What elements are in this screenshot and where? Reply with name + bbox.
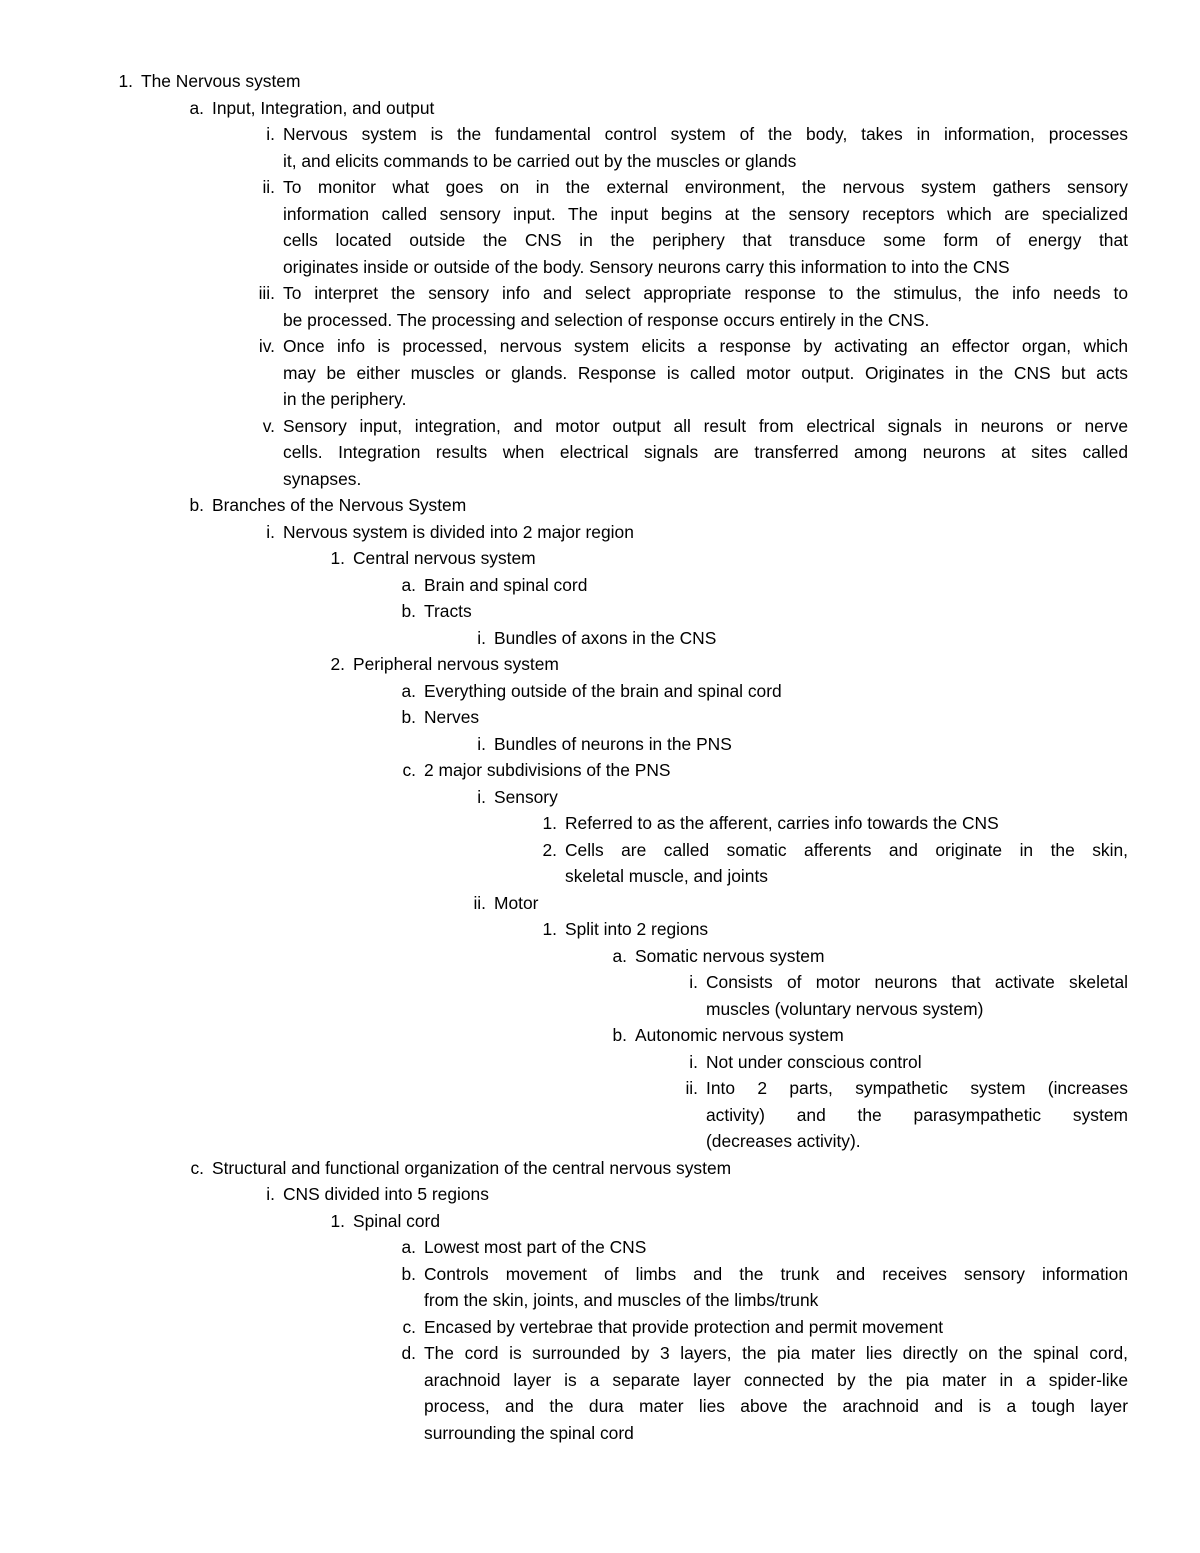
outline-line — [0, 492, 1200, 519]
outline-line — [0, 810, 1200, 837]
outline-line — [0, 1420, 1200, 1447]
outline-line — [0, 678, 1200, 705]
list-marker: v. — [262, 415, 275, 436]
list-marker: b. — [401, 601, 416, 621]
list-marker: 2. — [330, 654, 345, 674]
outline-text: in the periphery. — [283, 389, 407, 409]
outline-text: Input, Integration, and output — [212, 97, 435, 118]
outline-text: Referred to as the afferent, carries info towards the CNS — [565, 813, 999, 833]
outline-line — [0, 598, 1200, 625]
outline-text: To interpret the sensory info and select appropriate response to the stimulus, the info needs to — [283, 283, 1128, 303]
list-marker: c. — [402, 760, 416, 780]
outline-line — [0, 863, 1200, 890]
outline-text: Nervous system is the fundamental control system of the body, takes in information, processes — [283, 124, 1128, 144]
outline-text: 2 major subdivisions of the PNS — [424, 760, 671, 780]
document-page — [0, 68, 1200, 1446]
list-marker: c. — [402, 1316, 416, 1337]
outline-text: Not under conscious control — [706, 1051, 922, 1072]
list-marker: i. — [266, 1184, 275, 1204]
outline-text: (decreases activity). — [706, 1131, 861, 1151]
outline-line — [0, 651, 1200, 678]
outline-line — [0, 1261, 1200, 1288]
outline-line — [0, 704, 1200, 731]
outline-line — [0, 784, 1200, 811]
list-marker: b. — [401, 1263, 416, 1284]
outline-text: Cells are called somatic afferents and originate in the skin, — [565, 839, 1128, 860]
list-marker: i. — [477, 733, 486, 754]
outline-line — [0, 1340, 1200, 1367]
list-marker: b. — [189, 495, 204, 515]
list-marker: iii. — [258, 283, 275, 303]
outline-line — [0, 1022, 1200, 1049]
list-marker: 1. — [542, 813, 557, 833]
outline-line — [0, 174, 1200, 201]
outline-line — [0, 439, 1200, 466]
outline-line — [0, 121, 1200, 148]
outline-text: Split into 2 regions — [565, 919, 709, 939]
outline-line — [0, 1102, 1200, 1129]
list-marker: a. — [401, 574, 416, 595]
list-marker: ii. — [685, 1078, 698, 1098]
outline-text: originates inside or outside of the body. Sensory neurons carry this information to into the CNS — [283, 256, 1010, 277]
list-marker: i. — [689, 972, 698, 992]
outline-line — [0, 1181, 1200, 1208]
list-marker: 1. — [118, 71, 133, 91]
list-marker: i. — [266, 124, 275, 144]
outline-line — [0, 413, 1200, 440]
outline-text: information called sensory input. The input begins at the sensory receptors which are specialized — [283, 203, 1128, 224]
outline-text: The cord is surrounded by 3 layers, the pia mater lies directly on the spinal cord, — [424, 1343, 1128, 1363]
outline-text: cells located outside the CNS in the periphery that transduce some form of energy that — [283, 230, 1128, 250]
outline-text: To monitor what goes on in the external environment, the nervous system gathers sensory — [283, 177, 1128, 197]
outline-line — [0, 148, 1200, 175]
list-marker: i. — [477, 786, 486, 807]
list-marker: i. — [477, 627, 486, 648]
outline-line — [0, 757, 1200, 784]
outline-line — [0, 1155, 1200, 1182]
outline-line — [0, 572, 1200, 599]
outline-text: Encased by vertebrae that provide protection and permit movement — [424, 1316, 944, 1337]
outline-line — [0, 227, 1200, 254]
outline-text: muscles (voluntary nervous system) — [706, 998, 984, 1019]
outline-line — [0, 333, 1200, 360]
outline-line — [0, 996, 1200, 1023]
outline-text: surrounding the spinal cord — [424, 1422, 634, 1443]
outline-line — [0, 1049, 1200, 1076]
outline-text: arachnoid layer is a separate layer connected by the pia mater in a spider-like — [424, 1369, 1128, 1390]
list-marker: c. — [190, 1157, 204, 1178]
outline-text: synapses. — [283, 468, 362, 489]
outline-text: Central nervous system — [353, 548, 536, 568]
list-marker: a. — [401, 680, 416, 701]
outline-line — [0, 519, 1200, 546]
outline-text: it, and elicits commands to be carried out by the muscles or glands — [283, 150, 797, 171]
outline-text: may be either muscles or glands. Response is called motor output. Originates in the CNS but acts — [283, 362, 1128, 383]
outline-line — [0, 731, 1200, 758]
outline-line — [0, 625, 1200, 652]
outline-line — [0, 280, 1200, 307]
outline-text: cells. Integration results when electrical signals are transferred among neurons at sites called — [283, 442, 1128, 462]
outline-line — [0, 1128, 1200, 1155]
outline-line — [0, 1314, 1200, 1341]
outline-text: The Nervous system — [141, 71, 301, 91]
outline-text: Nervous system is divided into 2 major region — [283, 521, 634, 542]
outline-text: Branches of the Nervous System — [212, 495, 467, 515]
outline-line — [0, 890, 1200, 917]
outline-text: Somatic nervous system — [635, 945, 825, 966]
list-marker: 1. — [330, 548, 345, 568]
outline-line — [0, 95, 1200, 122]
outline-text: Autonomic nervous system — [635, 1025, 844, 1045]
outline-text: Sensory — [494, 786, 558, 807]
list-marker: ii. — [262, 177, 275, 197]
outline-line — [0, 466, 1200, 493]
list-marker: ii. — [473, 892, 486, 913]
outline-line — [0, 916, 1200, 943]
list-marker: 1. — [542, 919, 557, 939]
outline-text: be processed. The processing and selection of response occurs entirely in the CNS. — [283, 309, 930, 330]
outline-line — [0, 943, 1200, 970]
outline-line — [0, 386, 1200, 413]
outline-text: Structural and functional organization of the central nervous system — [212, 1157, 732, 1178]
outline-text: Motor — [494, 892, 539, 913]
outline-text: Controls movement of limbs and the trunk and receives sensory information — [424, 1263, 1128, 1284]
outline-text: CNS divided into 5 regions — [283, 1184, 489, 1204]
list-marker: a. — [401, 1237, 416, 1257]
outline-text: activity) and the parasympathetic system — [706, 1104, 1128, 1125]
list-marker: d. — [401, 1343, 416, 1363]
list-marker: iv. — [258, 336, 275, 356]
outline-text: Nerves — [424, 707, 480, 727]
list-marker: a. — [612, 945, 627, 966]
outline-text: Consists of motor neurons that activate skeletal — [706, 972, 1128, 992]
outline-line — [0, 545, 1200, 572]
outline-text: Peripheral nervous system — [353, 654, 559, 674]
outline-text: Spinal cord — [353, 1210, 441, 1231]
list-marker: 1. — [330, 1210, 345, 1231]
outline-text: Lowest most part of the CNS — [424, 1237, 647, 1257]
outline-line — [0, 1075, 1200, 1102]
outline-text: Once info is processed, nervous system elicits a response by activating an effector organ, which — [283, 336, 1128, 356]
outline-line — [0, 1287, 1200, 1314]
outline-line — [0, 1367, 1200, 1394]
outline-line — [0, 360, 1200, 387]
list-marker: i. — [689, 1051, 698, 1072]
outline-line — [0, 1393, 1200, 1420]
list-marker: a. — [189, 97, 204, 118]
outline-line — [0, 837, 1200, 864]
list-marker: i. — [266, 521, 275, 542]
outline-text: Into 2 parts, sympathetic system (increases — [706, 1078, 1128, 1098]
outline-text: Sensory input, integration, and motor output all result from electrical signals in neurons or nerve — [283, 415, 1128, 436]
outline-line — [0, 1234, 1200, 1261]
list-marker: b. — [401, 707, 416, 727]
outline-text: Bundles of neurons in the PNS — [494, 733, 732, 754]
outline-text: from the skin, joints, and muscles of the limbs/trunk — [424, 1290, 819, 1310]
outline-text: Brain and spinal cord — [424, 574, 588, 595]
outline-text: Tracts — [424, 601, 472, 621]
outline-line — [0, 254, 1200, 281]
outline-text: Bundles of axons in the CNS — [494, 627, 717, 648]
outline-line — [0, 969, 1200, 996]
outline-line — [0, 201, 1200, 228]
list-marker: 2. — [542, 839, 557, 860]
outline-line — [0, 1208, 1200, 1235]
outline-line — [0, 68, 1200, 95]
outline-line — [0, 307, 1200, 334]
outline-text: process, and the dura mater lies above the arachnoid and is a tough layer — [424, 1396, 1128, 1416]
outline-text: Everything outside of the brain and spinal cord — [424, 680, 782, 701]
outline-text: skeletal muscle, and joints — [565, 866, 768, 886]
list-marker: b. — [612, 1025, 627, 1045]
